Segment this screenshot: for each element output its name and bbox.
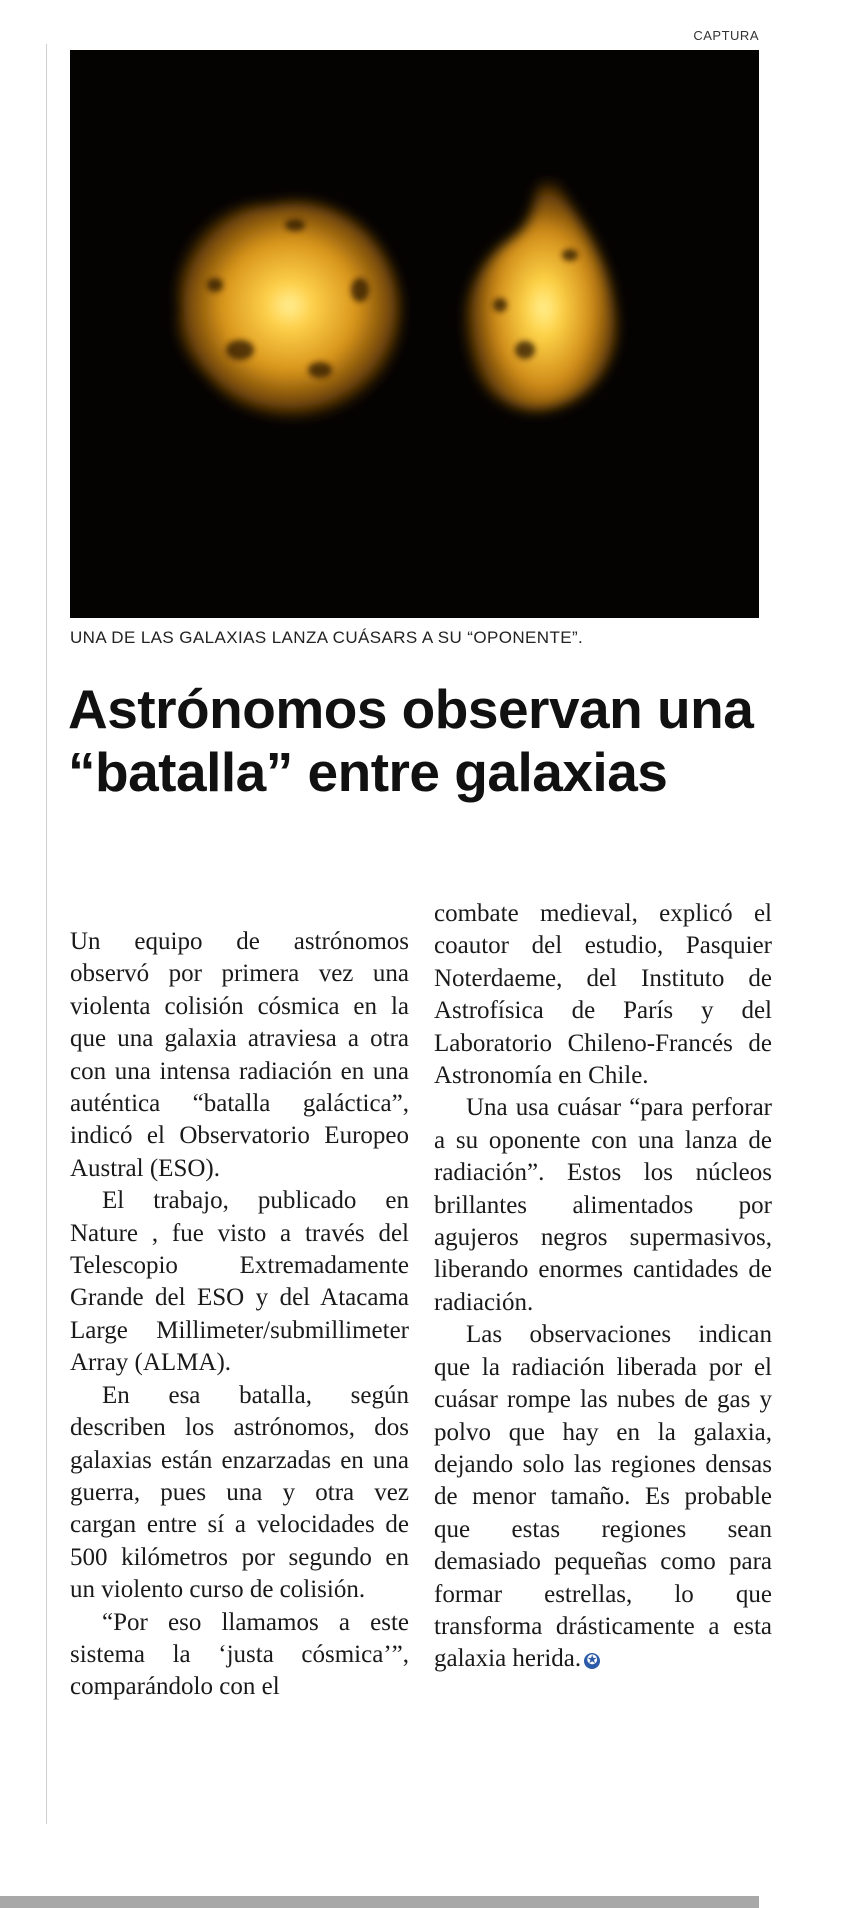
paragraph-last — [434, 1319, 772, 1675]
paragraph: “Por eso llamamos a este sistema la ‘justa cósmica’”, comparándolo con el — [70, 1608, 409, 1701]
photo-credit: CAPTURA — [693, 28, 759, 43]
article-body — [70, 900, 772, 1776]
paragraph: En esa batalla, según describen los astrónomos, dos galaxias están enzarzadas en una guerra, pues una y otra vez cargan entre sí a velocidades de 500 kilómetros por segundo en un violento curso de colisión. — [70, 1381, 409, 1604]
paragraph: Una usa cuásar “para perforar a su oponente con una lanza de radiación”. Estos los núcleos brillantes alimentados por agujeros negros supermasivos, liberando enormes cantidades de radiación. — [434, 1094, 772, 1316]
page-bottom-bar — [0, 1896, 759, 1908]
paragraph: Un equipo de astrónomos observó por primera vez una violenta colisión cósmica en la que una galaxia atraviesa a otra con una intensa radiación en una auténtica “batalla galáctica”, indicó el Observatorio Europeo Austral (ESO). — [70, 928, 409, 1182]
right-column — [434, 898, 772, 1676]
paragraph: combate medieval, explicó el coautor del estudio, Pasquier Noterdaeme, del Instituto de Astrofísica de París y del Laboratorio Chileno-Francés de Astronomía en Chile. — [434, 900, 772, 1090]
paragraph-text: Las observaciones indican que la radiación liberada por el cuásar rompe las nubes de gas y polvo que hay en la galaxia, dejando solo las regiones densas de menor tamaño. Es probable que estas regiones sean demasiado pequeñas como para formar estrellas, lo que transforma drásticamente a esta galaxia herida. — [434, 1321, 772, 1673]
column-rule — [46, 44, 47, 1824]
end-of-article-icon: ✪ — [584, 1653, 600, 1669]
galaxies-photo — [70, 50, 759, 618]
left-column — [70, 926, 409, 1704]
paragraph: El trabajo, publicado en Nature , fue visto a través del Telescopio Extremadamente Grande del ESO y del Atacama Large Millimeter/submillimeter Array (ALMA). — [70, 1187, 409, 1377]
galaxies-image — [70, 50, 759, 618]
photo-caption: UNA DE LAS GALAXIAS LANZA CUÁSARS A SU “OPONENTE”. — [70, 628, 584, 647]
headline: Astrónomos observan una “batalla” entre galaxias — [68, 678, 754, 803]
